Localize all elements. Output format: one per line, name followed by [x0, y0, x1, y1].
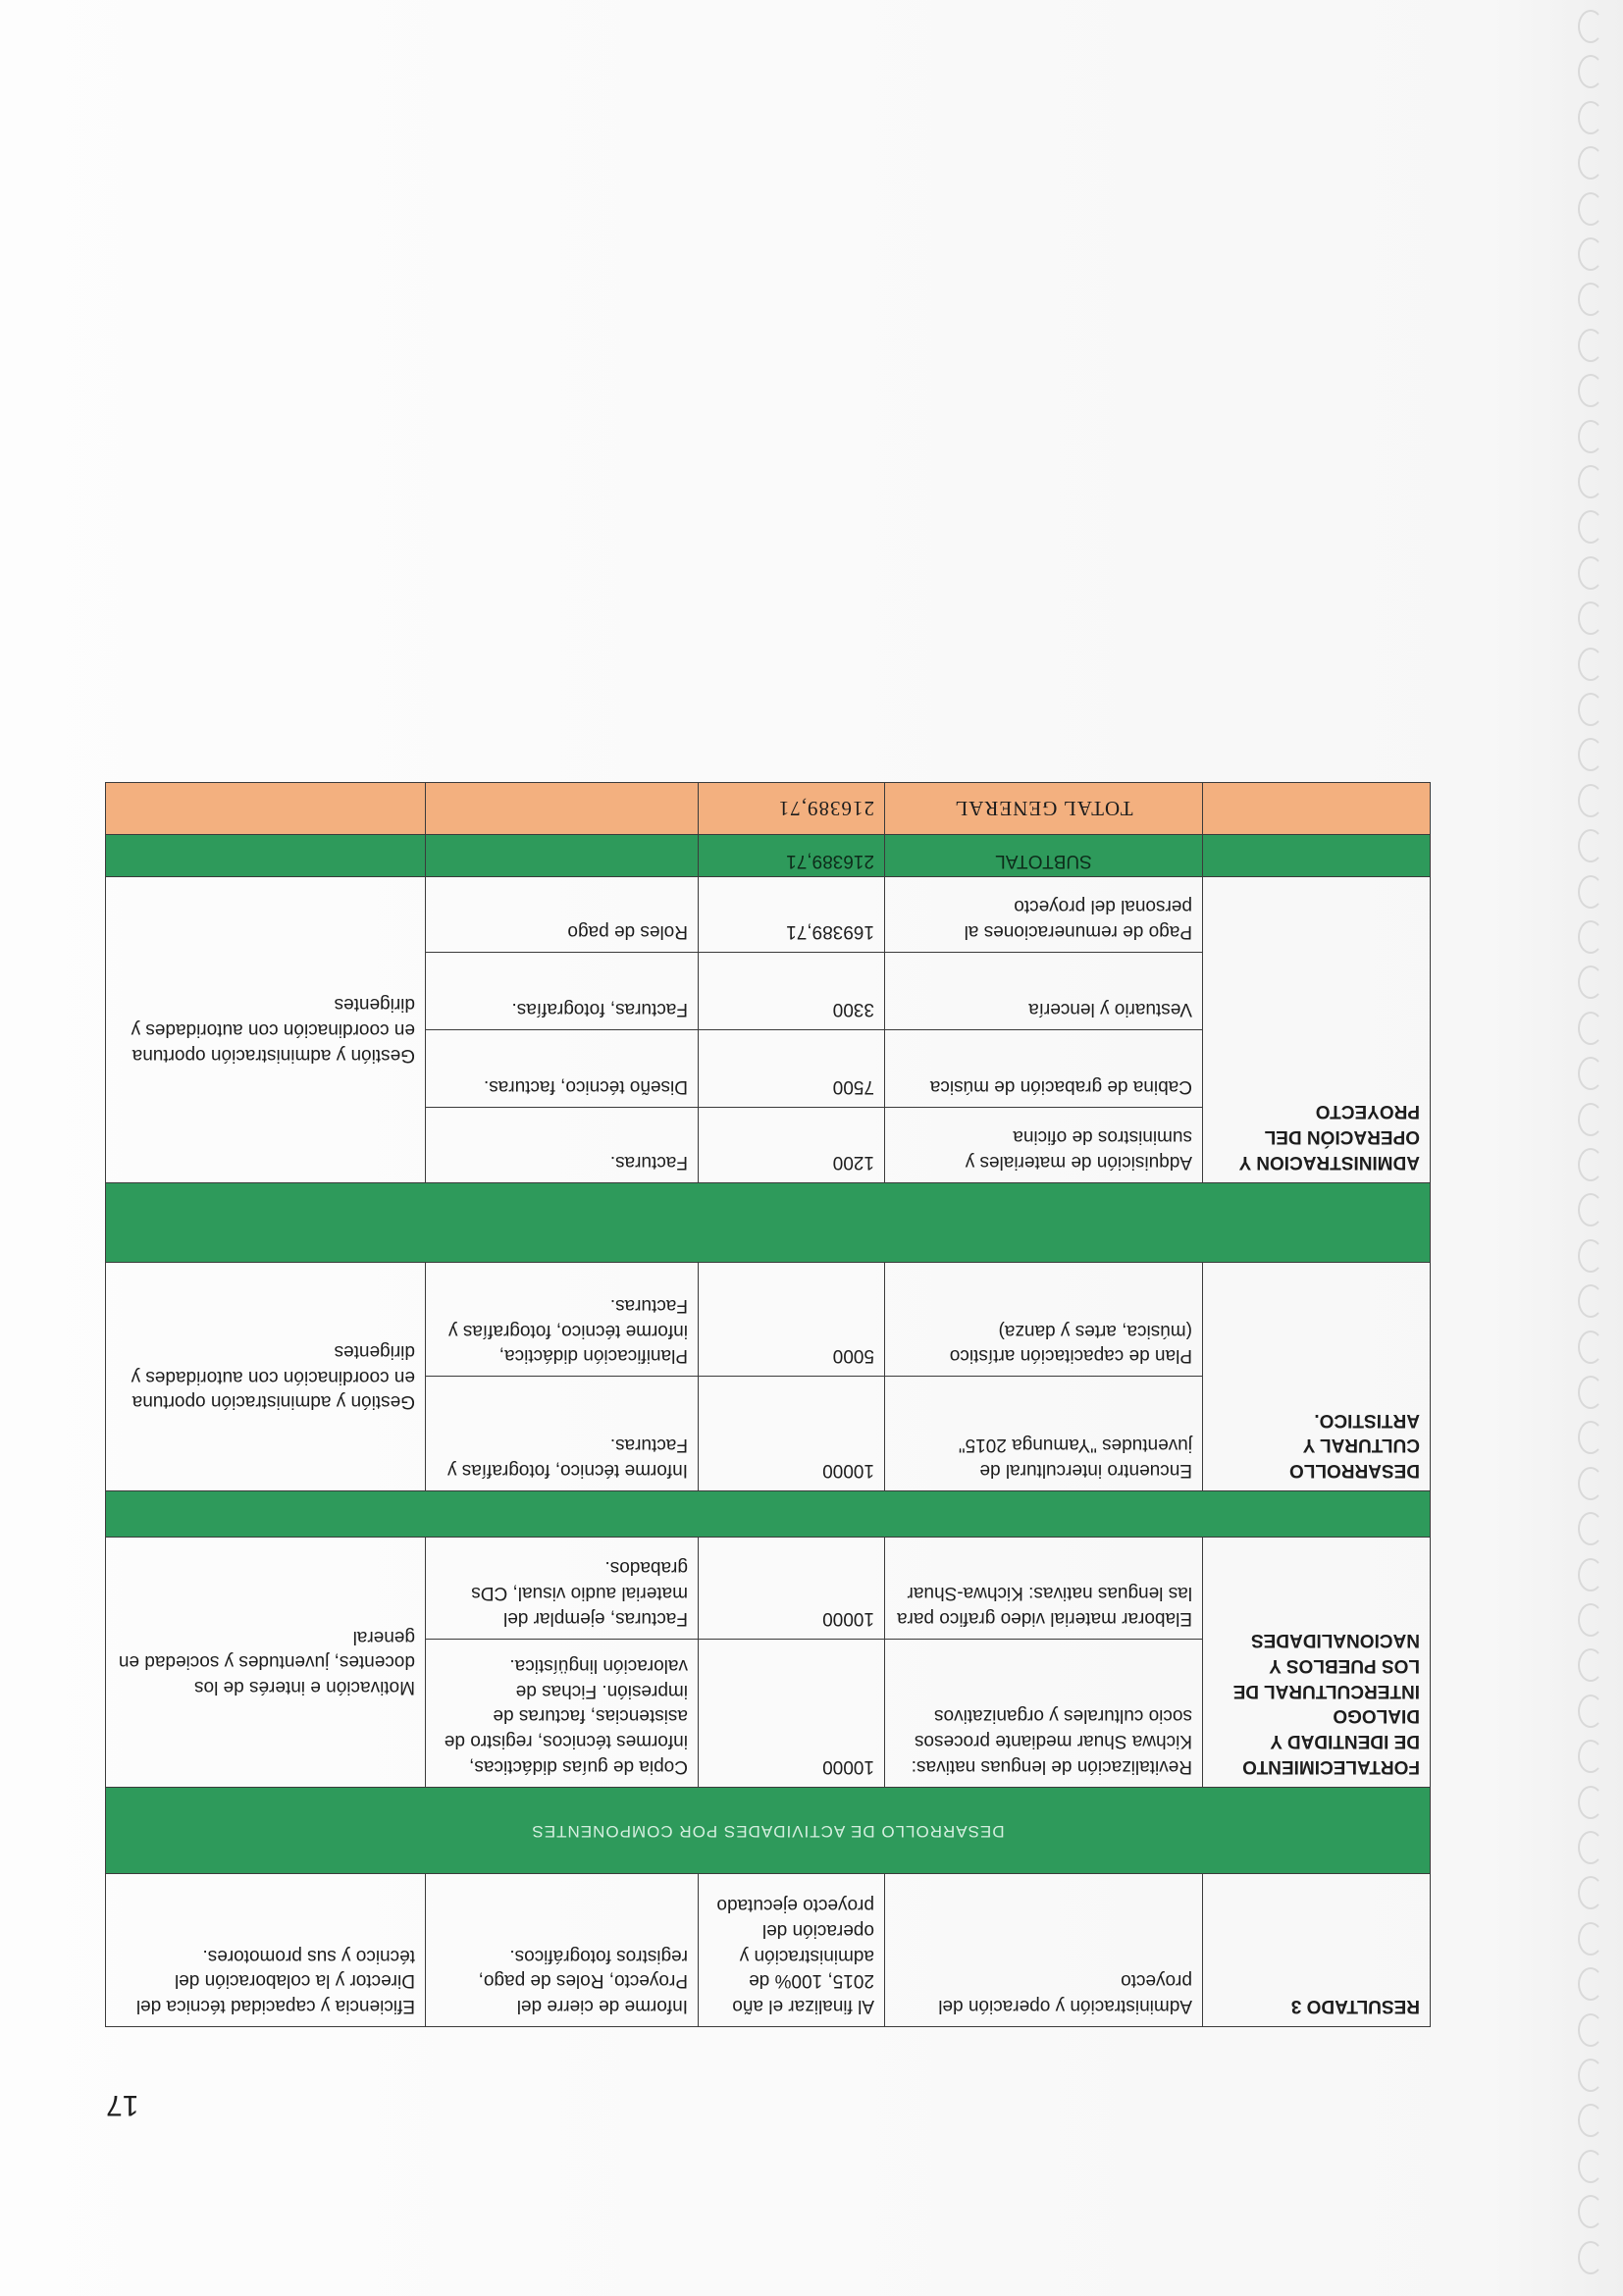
punch-hole	[1578, 1922, 1603, 1956]
punch-hole	[1578, 1876, 1603, 1909]
separator-band	[106, 1182, 1431, 1262]
punch-hole	[1578, 1695, 1603, 1728]
punch-hole	[1578, 1331, 1603, 1364]
punch-hole	[1578, 1284, 1603, 1318]
assumption-cell: Gestión y administración oportuna en coordinación con autoridades y dirigentes	[106, 876, 426, 1182]
punch-hole	[1578, 374, 1603, 407]
punch-hole	[1578, 101, 1603, 134]
table-row	[106, 1639, 1431, 1787]
activity-cell: Encuentro intercultural de juventudes "Yamunga 2015"	[885, 1377, 1203, 1490]
punch-hole	[1578, 2059, 1603, 2092]
punch-hole	[1578, 465, 1603, 498]
punch-hole	[1578, 146, 1603, 180]
punch-hole	[1578, 1376, 1603, 1409]
amount-cell: 3300	[699, 952, 885, 1029]
assumption-cell: Gestión y administración oportuna en coordinación con autoridades y dirigentes	[106, 1262, 426, 1490]
punch-hole	[1578, 2195, 1603, 2228]
punch-hole	[1578, 601, 1603, 635]
punch-hole	[1578, 10, 1603, 43]
punch-hole	[1578, 1012, 1603, 1045]
amount-cell: 1200	[699, 1107, 885, 1182]
amount-cell: 7500	[699, 1029, 885, 1107]
activities-table	[105, 782, 1431, 2027]
punch-hole	[1578, 738, 1603, 771]
activity-cell: Elaborar material video grafico para las lenguas nativas: Kichwa-Shuar	[885, 1537, 1203, 1639]
punch-hole	[1578, 1967, 1603, 2001]
activity-cell: Plan de capacitación artístico (música, artes y danza)	[885, 1262, 1203, 1376]
activity-cell: Cabina de grabación de música	[885, 1029, 1203, 1107]
activity-cell: Adquisición de materiales y suministros de oficina	[885, 1107, 1203, 1182]
punch-hole	[1578, 1057, 1603, 1090]
punch-hole	[1578, 1148, 1603, 1181]
punch-hole	[1578, 1421, 1603, 1454]
punch-hole	[1578, 693, 1603, 726]
subtotal-amount: 216389,71	[699, 835, 885, 877]
punch-hole	[1578, 2241, 1603, 2274]
punch-hole	[1578, 1831, 1603, 1864]
separator-band	[106, 1490, 1431, 1537]
punch-hole	[1578, 510, 1603, 544]
punch-hole	[1578, 1239, 1603, 1273]
verification-cell: Facturas, ejemplar del material audio visual, CDs grabados.	[426, 1537, 699, 1639]
total-amount: 216389,71	[699, 783, 885, 835]
resultado-assumption: Eficiencia y capacidad técnica del Director y la colaboración del técnico y sus promotores.	[106, 1874, 426, 2027]
punch-hole	[1578, 556, 1603, 590]
punch-hole	[1578, 784, 1603, 817]
subtotal-label: SUBTOTAL	[885, 835, 1203, 877]
verification-cell: Roles de pago	[426, 876, 699, 952]
activity-cell: Vestuario y lencería	[885, 952, 1203, 1029]
amount-cell: 5000	[699, 1262, 885, 1376]
group-name: ADMINISTRACION Y OPERACIÓN DEL PROYECTO	[1203, 876, 1431, 1182]
punch-hole	[1578, 648, 1603, 681]
punch-hole	[1578, 1648, 1603, 1682]
punch-hole	[1578, 2104, 1603, 2137]
subtotal-row	[106, 835, 1431, 877]
page-number: 17	[106, 2089, 139, 2121]
group-name: DESARROLLO CULTURAL Y ARTISTICO.	[1203, 1262, 1431, 1490]
activity-cell: Pago de remuneraciones al personal del proyecto	[885, 876, 1203, 952]
resultado-row	[106, 1874, 1431, 2027]
amount-cell: 169389,71	[699, 876, 885, 952]
punch-hole	[1578, 1193, 1603, 1226]
assumption-cell: Motivación e interés de los docentes, juventudes y sociedad en general	[106, 1537, 426, 1787]
resultado-activity: Administración y operación del proyecto	[885, 1874, 1203, 2027]
activities-table-frame	[105, 782, 1430, 2027]
verification-cell: Planificación didáctica, informe técnico, fotografías y Facturas.	[426, 1262, 699, 1376]
punch-hole	[1578, 329, 1603, 362]
table-row	[106, 1107, 1431, 1182]
punch-hole	[1578, 1467, 1603, 1500]
punch-hole	[1578, 2013, 1603, 2047]
punch-hole	[1578, 1603, 1603, 1637]
verification-cell: Diseño técnico, facturas.	[426, 1029, 699, 1107]
punch-hole	[1578, 829, 1603, 862]
punch-hole	[1578, 1103, 1603, 1136]
punch-hole	[1578, 2150, 1603, 2183]
punch-hole	[1578, 965, 1603, 999]
group-name: FORTALECIMIENTO DE IDENTIDAD Y DIALOGO INTERCULTURAL DE LOS PUEBLOS Y NACIONALIDADES	[1203, 1537, 1431, 1787]
total-row	[106, 783, 1431, 835]
verification-cell: Facturas, fotografías.	[426, 952, 699, 1029]
section-header: DESARROLLO DE ACTIVIDADES POR COMPONENTES	[106, 1787, 1431, 1873]
verification-cell: Informe técnico, fotografías y Facturas.	[426, 1377, 699, 1490]
punch-hole	[1578, 283, 1603, 316]
verification-cell: Copia de guías didácticas, informes técnicos, registro de asistencias, facturas de impresión. Fichas de valoración lingüística.	[426, 1639, 699, 1787]
punch-hole	[1578, 875, 1603, 909]
punch-hole	[1578, 192, 1603, 226]
activity-cell: Revitalización de lenguas nativas: Kichwa Shuar mediante procesos socio culturales y organizativos	[885, 1639, 1203, 1787]
punch-hole	[1578, 237, 1603, 271]
table-row	[106, 1377, 1431, 1490]
punch-hole	[1578, 1786, 1603, 1819]
punch-hole	[1578, 920, 1603, 954]
amount-cell: 10000	[699, 1639, 885, 1787]
resultado-verification: Informe de cierre del Proyecto, Roles de pago, registros fotográficos.	[426, 1874, 699, 2027]
punch-hole	[1578, 1512, 1603, 1545]
verification-cell: Facturas.	[426, 1107, 699, 1182]
punch-hole	[1578, 420, 1603, 453]
resultado-label: RESULTADO 3	[1203, 1874, 1431, 2027]
binder-punch-holes	[1568, 0, 1617, 2296]
resultado-indicator: Al finalizar el año 2015, 100% de administración y operación del proyecto ejecutado	[699, 1874, 885, 2027]
punch-hole	[1578, 1740, 1603, 1773]
total-label: TOTAL GENERAL	[885, 783, 1203, 835]
punch-hole	[1578, 55, 1603, 88]
amount-cell: 10000	[699, 1537, 885, 1639]
amount-cell: 10000	[699, 1377, 885, 1490]
section-header-band	[106, 1787, 1431, 1873]
punch-hole	[1578, 1558, 1603, 1592]
